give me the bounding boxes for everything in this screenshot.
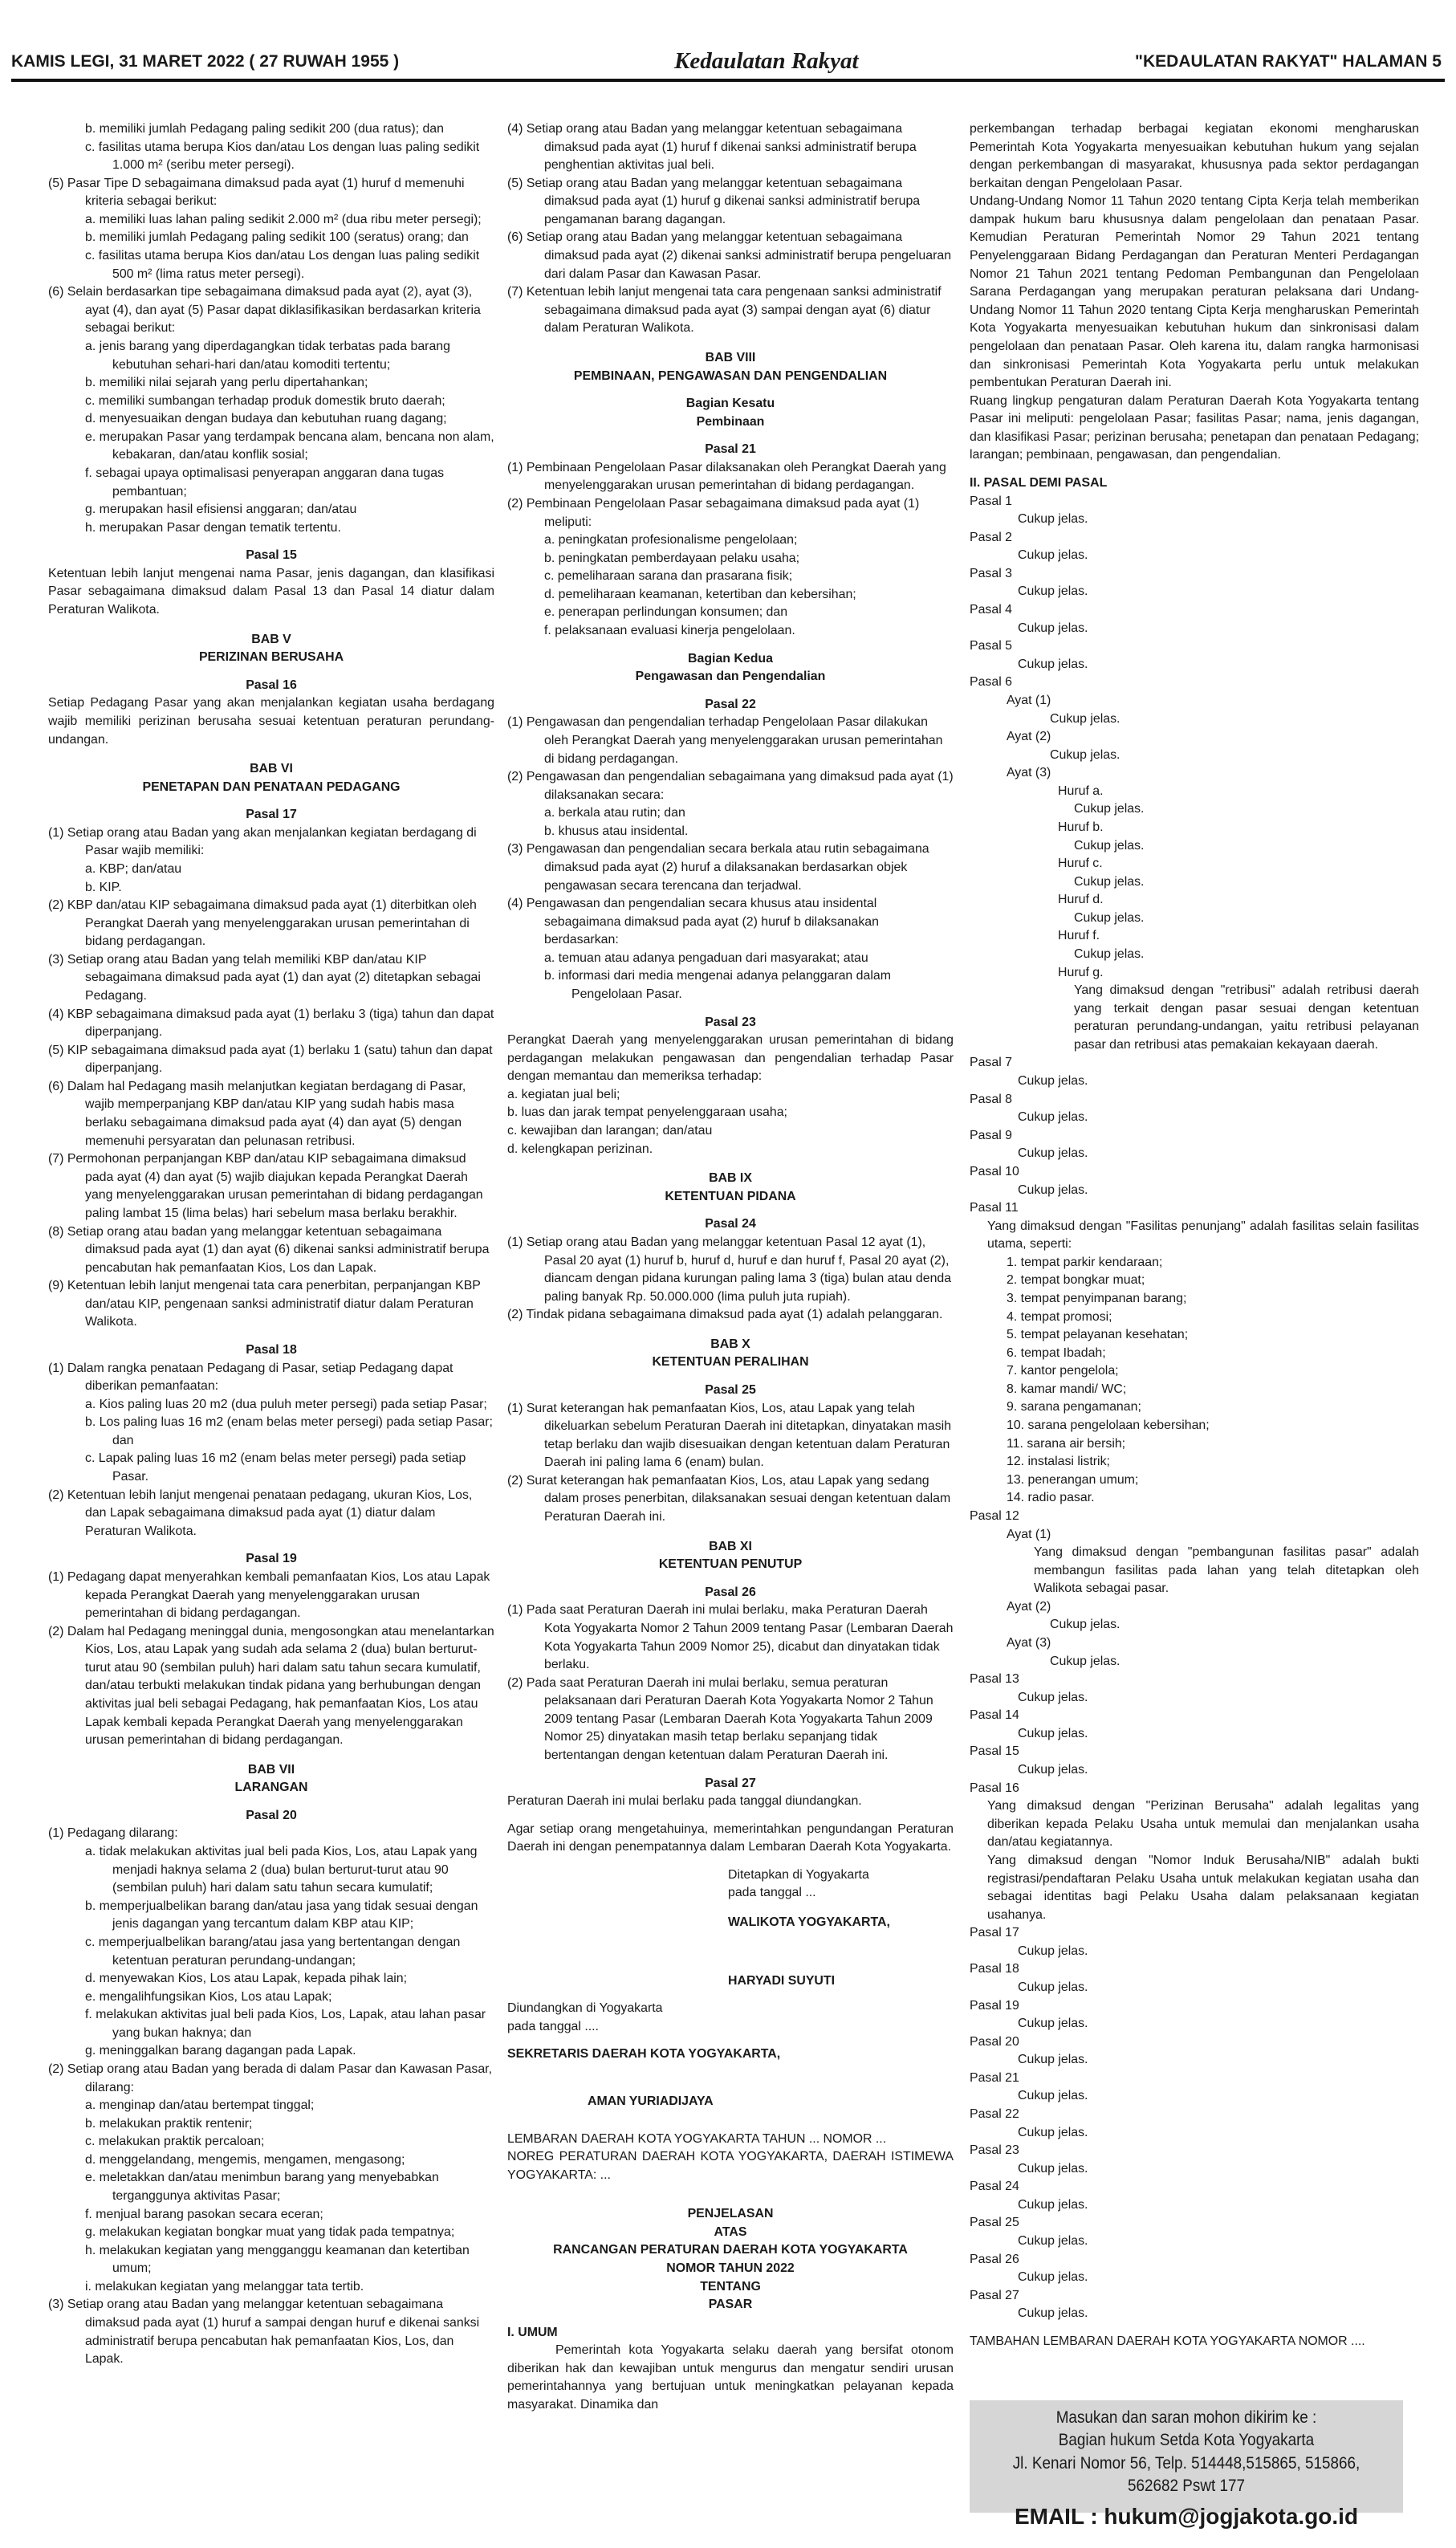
col3-block: Ayat (2): [1007, 730, 1051, 744]
col2-block: [507, 2083, 954, 2093]
col3-block: Pasal 17: [970, 1926, 1019, 1940]
col3-block: Cukup jelas.: [1018, 2270, 1088, 2285]
col1-block: b. melakukan praktik rentenir;: [85, 2116, 253, 2131]
col3-block: 2. tempat bongkar muat;: [1007, 1273, 1145, 1288]
col1-block: (4) KBP sebagaimana dimaksud pada ayat (1) berlaku 3 (tiga) tahun dan dapat diperpanjang.: [48, 1007, 494, 1040]
header-rule: [11, 79, 1445, 82]
col1-block: PERIZINAN BERUSAHA: [198, 650, 344, 665]
col2-block: Perangkat Daerah yang menyelenggarakan urusan pemerintahan di bidang perdagangan melakukan pengawasan dan pengendalian terhadap Pasar dengan memantau dan memeriksa terhadap:: [507, 1033, 954, 1084]
col1-block: d. menyewakan Kios, Los atau Lapak, kepada pihak lain;: [85, 1972, 408, 1986]
col2-block: PASAR: [708, 2298, 753, 2312]
col3-block: Cukup jelas.: [1050, 1618, 1120, 1632]
col1-block: BAB VI: [250, 762, 293, 776]
col1-block: Pasal 16: [246, 678, 297, 692]
col3-block: Yang dimaksud dengan "Perizinan Berusaha" adalah legalitas yang diberikan kepada Pelaku Usaha untuk memulai dan menjalankan usaha dan/atau kegiatannya.: [987, 1799, 1419, 1850]
col2-block: BAB IX: [709, 1171, 752, 1186]
col1-block: Pasal 15: [246, 548, 297, 563]
col1-block: b. memperjualbelikan barang dan/atau jasa yang tidak sesuai dengan jenis dagangan yang tercantum dalam KBP atau KIP;: [85, 1899, 478, 1931]
col1-block: a. jenis barang yang diperdagangkan tidak terbatas pada barang kebutuhan sehari-hari dan/atau komoditi tertentu;: [85, 339, 450, 372]
col3-block: TAMBAHAN LEMBARAN DAERAH KOTA YOGYAKARTA NOMOR ....: [970, 2334, 1365, 2348]
col3-block: 10. sarana pengelolaan kebersihan;: [1007, 1418, 1210, 1433]
col1-block: b. Los paling luas 16 m2 (enam belas meter persegi) pada setiap Pasar; dan: [85, 1415, 493, 1447]
col3-block: 9. sarana pengamanan;: [1007, 1400, 1141, 1414]
col3-block: [970, 2323, 1419, 2333]
col3-block: Cukup jelas.: [1018, 2161, 1088, 2176]
col3-block: Huruf f.: [1058, 929, 1100, 943]
col2-block: Pasal 26: [705, 1585, 756, 1599]
col3-block: [970, 465, 1419, 474]
col2-block: a. berkala atau rutin; dan: [544, 806, 685, 820]
col1-block: (6) Selain berdasarkan tipe sebagaimana dimaksud pada ayat (2), ayat (3), ayat (4), dan ayat (5) Pasar dapat diklasifikasikan berdasarkan kriteria sebagai berikut:: [48, 285, 481, 336]
col2-block: I. UMUM: [507, 2325, 558, 2339]
col1-block: (2) Setiap orang atau Badan yang berada di dalam Pasar dan Kawasan Pasar, dilarang:: [48, 2062, 493, 2094]
col2-block: BAB X: [710, 1337, 750, 1351]
col3-block: Yang dimaksud dengan "pembangunan fasilitas pasar" adalah membangun fasilitas pada lahan yang telah ditetapkan oleh Walikota sebagai pasar.: [1034, 1545, 1419, 1596]
col1-block: f. menjual barang pasokan secara eceran;: [85, 2207, 323, 2221]
col2-block: [507, 2111, 954, 2121]
col1-block: LARANGAN: [234, 1781, 308, 1795]
col1-block: (1) Pedagang dapat menyerahkan kembali pemanfaatan Kios, Los atau Lapak kepada Perangkat Daerah yang menyelenggarakan urusan pemerintahan di bidang perdagangan.: [48, 1569, 490, 1621]
col3-block: Cukup jelas.: [1018, 621, 1088, 635]
col3-block: 1. tempat parkir kendaraan;: [1007, 1255, 1163, 1269]
col2-block: HARYADI SUYUTI: [728, 1973, 836, 1988]
col2-block: [507, 2036, 954, 2045]
col1-block: Setiap Pedagang Pasar yang akan menjalankan kegiatan usaha berdagang wajib memiliki perizinan berusaha sesuai ketentuan peraturan perundang-undangan.: [48, 696, 494, 747]
col3-block: 8. kamar mandi/ WC;: [1007, 1382, 1127, 1396]
col3-block: Pasal 9: [970, 1128, 1013, 1142]
col3-block: Cukup jelas.: [1018, 2017, 1088, 2031]
col2-block: Agar setiap orang mengetahuinya, memerintahkan pengundangan Peraturan Daerah ini dengan penempatannya dalam Lembaran Daerah Kota Yogyakarta.: [507, 1821, 954, 1854]
col3-block: Cukup jelas.: [1018, 2053, 1088, 2067]
col1-block: d. menyesuaikan dengan budaya dan kebutuhan ruang dagang;: [85, 412, 447, 426]
col3-block: Cukup jelas.: [1018, 2197, 1088, 2212]
col1-block: Ketentuan lebih lanjut mengenai nama Pasar, jenis dagangan, dan klasifikasi Pasar sebagaimana dimaksud dalam Pasal 13 dan Pasal 14 diatur dalam Peraturan Walikota.: [48, 566, 494, 617]
col1-block: d. menggelandang, mengemis, mengamen, mengasong;: [85, 2152, 405, 2167]
col3-block: Pasal 19: [970, 1998, 1019, 2013]
col1-block: (9) Ketentuan lebih lanjut mengenai tata cara penerbitan, perpanjangan KBP dan/atau KIP, pengenaan sanksi administratif diatur dalam Peraturan Walikota.: [48, 1279, 481, 1329]
col2-block: Pasal 27: [705, 1776, 756, 1790]
col3-block: Huruf d.: [1058, 893, 1104, 907]
col3-block: Ayat (3): [1007, 766, 1051, 780]
col2-block: (1) Pembinaan Pengelolaan Pasar dilaksanakan oleh Perangkat Daerah yang menyelenggarakan urusan pemerintahan di bidang perdagangan.: [507, 460, 946, 493]
col1-block: a. menginap dan/atau bertempat tinggal;: [85, 2098, 315, 2113]
col1-block: (6) Dalam hal Pedagang masih melanjutkan kegiatan berdagang di Pasar, wajib memperpanjang KBP dan/atau KIP yang sudah habis masa berlaku sebagaimana dimaksud pada ayat (4) dan ayat (5) dengan memenuhi persyaratan dan pelunasan retribusi.: [48, 1079, 466, 1148]
col3-block: Ayat (1): [1007, 1527, 1051, 1541]
col2-block: d. kelengkapan perizinan.: [507, 1142, 653, 1156]
col2-block: KETENTUAN PENUTUP: [658, 1557, 803, 1572]
col3-block: Pasal 1: [970, 494, 1013, 508]
col3-block: Cukup jelas.: [1018, 584, 1088, 599]
col2-block: (3) Pengawasan dan pengendalian secara berkala atau rutin sebagaimana dimaksud pada ayat (2) huruf a dilaksanakan berdasarkan objek pengawasan secara terencana dan terjadwal.: [507, 842, 929, 893]
col2-block: b. khusus atau insidental.: [544, 824, 689, 838]
col2-block: Pasal 23: [705, 1015, 756, 1029]
col3-block: Cukup jelas.: [1018, 1182, 1088, 1197]
col3-block: Cukup jelas.: [1074, 874, 1145, 889]
col1-block: c. Lapak paling luas 16 m2 (enam belas meter persegi) pada setiap Pasar.: [85, 1451, 466, 1484]
col3-block: Undang-Undang Nomor 11 Tahun 2020 tentang Cipta Kerja telah memberikan dampak hukum baru khususnya dalam pengelolaan dan penataan Pasar. Kemudian Peraturan Pemerintah Nomor 29 Tahun 2021 tentang Penyelenggaraan Bidang Perdagangan dan Peraturan Menteri Perdagangan Nomor 21 Tahun 2021 tentang Pedoman Pembangunan dan Pengelolaan Sarana Perdagangan yang merupakan peraturan pelaksana dari Undang-Undang Nomor 11 Tahun 2020 tentang Cipta Kerja mengharuskan Pemerintah Kota Yogyakarta menyesuaikan kebutuhan hukum dan sinkronisasi dalam pengelolaan dan penataan Pasar. Oleh karena itu, dalam rangka harmonisasi dan sinkronisasi Pemerintah Kota Yogyakarta perlu untuk melakukan pembentukan Peraturan Daerah ini.: [970, 194, 1419, 390]
col1-block: c. fasilitas utama berupa Kios dan/atau Los dengan luas paling sedikit 1.000 m² (seribu meter persegi).: [85, 140, 480, 173]
col3-block: Cukup jelas.: [1018, 657, 1088, 671]
col2-block: (5) Setiap orang atau Badan yang melanggar ketentuan sebagaimana dimaksud pada ayat (1) huruf g dikenai sanksi administratif berupa pengamanan barang dagangan.: [507, 176, 921, 226]
col2-block: NOMOR TAHUN 2022: [666, 2261, 795, 2275]
col3-block: 4. tempat promosi;: [1007, 1309, 1112, 1324]
col2-block: (1) Setiap orang atau Badan yang melanggar ketentuan Pasal 12 ayat (1), Pasal 20 ayat (1) huruf b, huruf d, huruf e dan huruf f, Pasal 20 ayat (2), diancam dengan pidana kurungan paling lama 3 (tiga) bulan atau denda paling banyak Rp. 50.000.000 (lima puluh juta rupiah).: [507, 1235, 952, 1304]
feedback-address: Jl. Kenari Nomor 56, Telp. 514448,515865, 515866,: [1012, 2453, 1360, 2473]
col3-block: Pasal 5: [970, 639, 1013, 653]
col3-block: Cukup jelas.: [1018, 2234, 1088, 2249]
feedback-box: [970, 2400, 1403, 2530]
col2-block: Pasal 25: [705, 1383, 756, 1397]
feedback-intro: Masukan dan saran mohon dikirim ke :: [1055, 2408, 1317, 2427]
col2-block: (2) Surat keterangan hak pemanfaatan Kios, Los, atau Lapak yang sedang dalam proses penerbitan, dilaksanakan sesuai dengan ketentuan dalam Peraturan Daerah ini.: [507, 1473, 951, 1524]
col3-block: 6. tempat Ibadah;: [1007, 1345, 1106, 1360]
col1-block: a. memiliki luas lahan paling sedikit 2.000 m² (dua ribu meter persegi);: [85, 212, 482, 226]
col1-block: e. mengalihfungsikan Kios, Los atau Lapak;: [85, 1989, 332, 2004]
col1-block: f. melakukan aktivitas jual beli pada Kios, Los, Lapak, atau lahan pasar yang bukan haknya; dan: [85, 2008, 486, 2040]
col2-block: Pasal 21: [705, 442, 756, 457]
col2-block: WALIKOTA YOGYAKARTA,: [728, 1915, 890, 1930]
col3-block: 5. tempat pelayanan kesehatan;: [1007, 1328, 1189, 1342]
feedback-dept: Bagian hukum Setda Kota Yogyakarta: [1058, 2431, 1315, 2450]
col2-block: a. temuan atau adanya pengaduan dari masyarakat; atau: [544, 950, 868, 965]
col1-block: b. memiliki jumlah Pedagang paling sedikit 200 (dua ratus); dan: [85, 122, 444, 136]
col3-block: Cukup jelas.: [1018, 2125, 1088, 2139]
col3-block: Pasal 14: [970, 1708, 1019, 1723]
col3-block: Yang dimaksud dengan "retribusi" adalah retribusi daerah yang terkait dengan pasar sesuai dengan ketentuan peraturan perundang-undangan, yaitu retribusi pelayanan pasar dan retribusi atas pemakaian kekayaan daerah.: [1074, 983, 1419, 1052]
col3-block: II. PASAL DEMI PASAL: [970, 475, 1108, 490]
col3-block: Pasal 10: [970, 1164, 1019, 1178]
col1-block: b. KIP.: [85, 880, 122, 894]
col2-block: [507, 2121, 954, 2131]
col1-block: i. melakukan kegiatan yang melanggar tata tertib.: [85, 2279, 364, 2294]
col3-block: Cukup jelas.: [1050, 1654, 1120, 1668]
col1-block: (1) Dalam rangka penataan Pedagang di Pasar, setiap Pedagang dapat diberikan pemanfaatan:: [48, 1361, 453, 1394]
col3-block: Cukup jelas.: [1018, 1980, 1088, 1994]
col3-block: 3. tempat penyimpanan barang;: [1007, 1292, 1187, 1305]
col2-block: (2) Pembinaan Pengelolaan Pasar sebagaimana dimaksud pada ayat (1) meliputi:: [507, 496, 920, 529]
col2-block: Pembinaan: [696, 414, 765, 429]
col2-block: (4) Pengawasan dan pengendalian secara khusus atau insidental sebagaimana dimaksud pada ayat (2) huruf b dilaksanakan berdasarkan:: [507, 897, 879, 947]
col2-block: [507, 1942, 954, 1952]
col1-block: (7) Permohonan perpanjangan KBP dan/atau KIP sebagaimana dimaksud pada ayat (4) dan ayat (5) wajib diajukan kepada Perangkat Daerah yang menyelenggarakan urusan pemerintahan di bidang perdagangan paling lambat 15 (lima belas) hari sebelum masa berlaku berakhir.: [48, 1152, 483, 1220]
col3-block: Pasal 11: [970, 1201, 1019, 1215]
col3-block: Pasal 27: [970, 2288, 1019, 2302]
col1-block: (2) Dalam hal Pedagang meninggal dunia, mengosongkan atau menelantarkan Kios, Los, atau Lapak yang sudah ada selama 2 (dua) bulan berturut-turut atau 90 (sembilan puluh) hari dalam satu tahun secara kumulatif, dan/atau terbukti melakukan tindak pidana yang berhubungan dengan aktivitas jual beli sebagai Pedagang, hak pemanfaatan Kios, Los atau Lapak kembali kepada Perangkat Daerah yang menyelenggarakan urusan pemerintahan di bidang perdagangan.: [48, 1624, 494, 1748]
col1-block: h. merupakan Pasar dengan tematik tertentu.: [85, 520, 341, 535]
col3-block: Cukup jelas.: [1074, 802, 1145, 816]
col2-block: [507, 2314, 954, 2324]
col2-block: Pasal 24: [705, 1217, 756, 1231]
col1-block: f. sebagai upaya optimalisasi penyerapan anggaran dana tugas pembantuan;: [85, 466, 445, 499]
col3-block: Cukup jelas.: [1074, 910, 1145, 925]
col2-block: (2) Tindak pidana sebagaimana dimaksud pada ayat (1) adalah pelanggaran.: [507, 1308, 943, 1322]
col2-block: (4) Setiap orang atau Badan yang melanggar ketentuan sebagaimana dimaksud pada ayat (1) huruf f dikenai sanksi administratif berupa penghentian aktivitas jual beli.: [507, 122, 917, 173]
page-header: [0, 0, 1456, 120]
col1-block: c. fasilitas utama berupa Kios dan/atau Los dengan luas paling sedikit 500 m² (lima ratus meter persegi).: [85, 249, 480, 281]
col3-block: Cukup jelas.: [1018, 1110, 1088, 1125]
col3-block: Cukup jelas.: [1018, 1146, 1088, 1161]
col2-block: BAB XI: [709, 1539, 752, 1553]
col3-block: perkembangan terhadap berbagai kegiatan ekonomi mengharuskan Pemerintah Kota Yogyakarta menyesuaikan kebutuhan hukum yang sejalan dengan perkembangan di masyarakat, khususnya pada sektor perdagangan berkaitan dengan Pengelolaan Pasar.: [970, 122, 1419, 190]
col3-block: Pasal 16: [970, 1781, 1019, 1795]
col1-block: c. memiliki sumbangan terhadap produk domestik bruto daerah;: [85, 393, 445, 408]
col1-block: h. melakukan kegiatan yang mengganggu keamanan dan ketertiban umum;: [85, 2243, 470, 2276]
col1-block: (5) Pasar Tipe D sebagaimana dimaksud pada ayat (1) huruf d memenuhi kriteria sebagai berikut:: [48, 176, 465, 209]
col1-block: e. merupakan Pasar yang terdampak bencana alam, bencana non alam, kebakaran, dan/atau konflik sosial;: [85, 429, 494, 462]
col2-block: a. kegiatan jual beli;: [507, 1087, 620, 1101]
col2-block: f. pelaksanaan evaluasi kinerja pengelolaan.: [544, 624, 795, 638]
col1-block: BAB VII: [247, 1762, 295, 1777]
col3-block: Ayat (1): [1007, 693, 1051, 707]
col2-block: [507, 1811, 954, 1821]
col2-block: KETENTUAN PIDANA: [665, 1189, 796, 1203]
col2-block: Pemerintah kota Yogyakarta selaku daerah yang bersifat otonom diberikan hak dan kewajiban untuk mengurus dan mengatur sendiri urusan pemerintahannya yang bertujuan untuk meningkatkan pelayanan kepada masyarakat. Dinamika dan: [507, 2343, 954, 2412]
col3-block: Pasal 25: [970, 2216, 1019, 2230]
col1-block: (3) Setiap orang atau Badan yang melanggar ketentuan sebagaimana dimaksud pada ayat (1) huruf a sampai dengan huruf e dikenai sanksi administratif berupa pencabutan hak pemanfaatan Kios, Los, dan Lapak.: [48, 2298, 480, 2367]
col1-block: g. merupakan hasil efisiensi anggaran; dan/atau: [85, 503, 357, 517]
col3-block: Pasal 12: [970, 1508, 1019, 1523]
col1-block: Pasal 20: [246, 1808, 297, 1822]
col3-block: Huruf g.: [1058, 965, 1104, 979]
col2-block: b. luas dan jarak tempat penyelenggaraan usaha;: [507, 1105, 787, 1120]
col2-block: pada tanggal ...: [728, 1886, 816, 1900]
page-label: "KEDAULATAN RAKYAT" HALAMAN 5: [1135, 52, 1442, 71]
col2-block: BAB VIII: [705, 350, 756, 364]
col1-block: e. meletakkan dan/atau menimbun barang yang menyebabkan terganggunya aktivitas Pasar;: [85, 2171, 439, 2204]
col2-block: a. peningkatan profesionalisme pengelolaan;: [544, 533, 798, 547]
col3-block: Pasal 4: [970, 603, 1013, 617]
col3-block: Pasal 23: [970, 2143, 1019, 2158]
col3-block: Cukup jelas.: [1050, 747, 1120, 762]
col3-block: 7. kantor pengelola;: [1007, 1364, 1119, 1378]
col2-block: ATAS: [714, 2224, 747, 2239]
col2-block: b. peningkatan pemberdayaan pelaku usaha;: [544, 551, 800, 565]
col2-block: Bagian Kedua: [688, 651, 773, 665]
col3-block: Pasal 2: [970, 530, 1013, 544]
col3-block: Cukup jelas.: [1074, 838, 1145, 853]
col1-block: c. memperjualbelikan barang/atau jasa yang bertentangan dengan ketentuan peraturan perundang-undangan;: [85, 1935, 461, 1968]
col2-block: LEMBARAN DAERAH KOTA YOGYAKARTA TAHUN ... NOMOR ...: [507, 2131, 887, 2146]
col1-block: b. memiliki jumlah Pedagang paling sedikit 100 (seratus) orang; dan: [85, 230, 469, 245]
col2-block: c. pemeliharaan sarana dan prasarana fisik;: [544, 569, 793, 584]
col1-block: (1) Setiap orang atau Badan yang akan menjalankan kegiatan berdagang di Pasar wajib memiliki:: [48, 825, 477, 858]
col3-block: 13. penerangan umum;: [1007, 1472, 1139, 1487]
col3-block: Cukup jelas.: [1050, 711, 1120, 726]
col2-block: [507, 1990, 954, 2000]
col1-block: g. meninggalkan barang dagangan pada Lapak.: [85, 2044, 356, 2058]
col2-block: Peraturan Daerah ini mulai berlaku pada tanggal diundangkan.: [507, 1794, 862, 1809]
col1-block: b. memiliki nilai sejarah yang perlu dipertahankan;: [85, 376, 368, 390]
col2-block: (2) Pengawasan dan pengendalian sebagaimana yang dimaksud pada ayat (1) dilaksanakan secara:: [507, 770, 954, 802]
col3-block: Ayat (2): [1007, 1599, 1051, 1614]
col2-block: Diundangkan di Yogyakarta: [507, 2001, 663, 2016]
col3-block: Pasal 18: [970, 1962, 1019, 1976]
col3-block: Cukup jelas.: [1018, 512, 1088, 527]
masthead-logo: Kedaulatan Rakyat: [674, 48, 859, 74]
col3-block: Cukup jelas.: [1018, 1690, 1088, 1704]
col1-block: (5) KIP sebagaimana dimaksud pada ayat (1) berlaku 1 (satu) tahun dan dapat diperpanjang.: [48, 1043, 493, 1076]
col3-block: Pasal 21: [970, 2070, 1019, 2085]
col3-block: Cukup jelas.: [1074, 947, 1145, 962]
col3-block: Cukup jelas.: [1018, 548, 1088, 563]
col1-block: BAB V: [251, 632, 291, 646]
col1-block: PENETAPAN DAN PENATAAN PEDAGANG: [142, 779, 401, 794]
col1-block: Pasal 19: [246, 1552, 297, 1566]
col1-block: Pasal 17: [246, 808, 297, 822]
col3-block: Ruang lingkup pengaturan dalam Peraturan Daerah Kota Yogyakarta tentang Pasar ini meliputi: pengelolaan Pasar; fasilitas Pasar; nama, jenis dagangan, dan klasifikasi Pasar; perizinan berusaha; penetapan dan penataan Pedagang; larangan; pembinaan, pengawasan, dan pengendalian.: [970, 393, 1419, 462]
col3-block: Cukup jelas.: [1018, 1726, 1088, 1740]
col1-block: (3) Setiap orang atau Badan yang telah memiliki KBP dan/atau KIP sebagaimana dimaksud pada ayat (1) dan ayat (2) ditetapkan sebagai Pedagang.: [48, 952, 481, 1003]
col3-block: Pasal 3: [970, 566, 1013, 580]
col2-block: [507, 2074, 954, 2083]
col3-block: Huruf c.: [1058, 857, 1103, 871]
col3-block: Pasal 20: [970, 2034, 1019, 2049]
col3-block: Yang dimaksud dengan "Nomor Induk Berusaha/NIB" adalah bukti registrasi/pendaftaran Pelaku Usaha untuk melakukan kegiatan usaha dan sebagai identitas bagi Pelaku Usaha dalam pelaksanaan kegiatan usahanya.: [987, 1853, 1419, 1922]
column-1: [48, 120, 494, 2529]
col2-block: (6) Setiap orang atau Badan yang melanggar ketentuan sebagaimana dimaksud pada ayat (2) dikenai sanksi administratif berupa pengeluaran dari dalam Pasar dan Kawasan Pasar.: [507, 230, 952, 281]
col2-block: Pengawasan dan Pengendalian: [635, 670, 826, 684]
col2-block: Bagian Kesatu: [685, 397, 775, 411]
col2-block: RANCANGAN PERATURAN DAERAH KOTA YOGYAKARTA: [553, 2243, 908, 2257]
col2-block: TENTANG: [700, 2279, 761, 2294]
col2-block: KETENTUAN PERALIHAN: [652, 1355, 809, 1370]
col3-block: Cukup jelas.: [1018, 1763, 1088, 1777]
col2-block: [507, 2064, 954, 2074]
col1-block: a. KBP; dan/atau: [85, 861, 182, 876]
col3-block: Pasal 6: [970, 675, 1013, 690]
col3-block: Cukup jelas.: [1018, 1944, 1088, 1958]
col3-block: Cukup jelas.: [1018, 2306, 1088, 2321]
col3-block: 11. sarana air bersih;: [1007, 1436, 1126, 1451]
col2-block: [507, 1857, 954, 1866]
col3-block: Pasal 24: [970, 2180, 1019, 2194]
col3-block: Cukup jelas.: [1018, 2089, 1088, 2103]
col3-block: Huruf b.: [1058, 820, 1104, 834]
col1-block: (1) Pedagang dilarang:: [48, 1826, 178, 1841]
col3-block: Yang dimaksud dengan "Fasilitas penunjang" adalah fasilitas selain fasilitas utama, seperti:: [987, 1219, 1419, 1252]
col2-block: [507, 2184, 954, 2194]
col3-block: Pasal 8: [970, 1092, 1013, 1106]
col2-block: pada tanggal ....: [507, 2019, 599, 2033]
col2-block: Ditetapkan di Yogyakarta: [728, 1867, 869, 1882]
column-3: [970, 120, 1419, 2529]
feedback-email[interactable]: EMAIL : hukum@jogjakota.go.id: [1014, 2504, 1359, 2530]
col3-block: Pasal 26: [970, 2252, 1019, 2266]
col2-block: e. penerapan perlindungan konsumen; dan: [544, 605, 788, 620]
col3-block: Cukup jelas.: [1018, 1074, 1088, 1089]
col3-block: 14. radio pasar.: [1007, 1491, 1095, 1505]
col2-block: c. kewajiban dan larangan; dan/atau: [507, 1124, 713, 1138]
col1-block: (8) Setiap orang atau badan yang melanggar ketentuan sebagaimana dimaksud pada ayat (1) dan ayat (6) dikenai sanksi administratif berupa pencabutan hak pemanfaatan Kios, Los dan Lapak.: [48, 1224, 490, 1275]
col2-block: b. informasi dari media mengenai adanya pelanggaran dalam Pengelolaan Pasar.: [544, 969, 891, 1002]
col2-block: d. pemeliharaan keamanan, ketertiban dan kebersihan;: [544, 587, 856, 601]
col1-block: (2) Ketentuan lebih lanjut mengenai penataan pedagang, ukuran Kios, Los, dan Lapak sebagaimana dimaksud pada ayat (1) diatur dalam Peraturan Walikota.: [48, 1488, 473, 1538]
col2-block: PENJELASAN: [687, 2207, 774, 2221]
col2-block: (2) Pada saat Peraturan Daerah ini mulai berlaku, semua peraturan pelaksanaan dari Peraturan Daerah Kota Yogyakarta Nomor 2 Tahun 2009 tentang Pasar (Lembaran Daerah Kota Yogyakarta Tahun 2009 Nomor 25) dinyatakan masih tetap berlaku sepanjang tidak bertentangan dengan ketentuan dalam Peraturan Daerah ini.: [507, 1675, 933, 1762]
col2-block: Pasal 22: [705, 697, 756, 711]
column-2: [507, 120, 954, 2529]
col3-block: Pasal 7: [970, 1056, 1013, 1070]
col1-block: c. melakukan praktik percaloan;: [85, 2135, 265, 2149]
col1-block: a. Kios paling luas 20 m2 (dua puluh meter persegi) pada setiap Pasar;: [85, 1397, 487, 1411]
col3-block: 12. instalasi listrik;: [1007, 1455, 1110, 1469]
col1-block: a. tidak melakukan aktivitas jual beli pada Kios, Los, atau Lapak yang menjadi haknya selama 2 (dua) bulan berturut-turut atau 90 (sembilan puluh) hari dalam satu tahun secara kumulatif;: [85, 1845, 478, 1895]
col2-block: AMAN YURIADIJAYA: [588, 2094, 714, 2108]
col2-block: (1) Pada saat Peraturan Daerah ini mulai berlaku, maka Peraturan Daerah Kota Yogyakarta Nomor 2 Tahun 2009 tentang Pasar (Lembaran Daerah Kota Yogyakarta Tahun 2009 Nomor 25), dicabut dan dinyatakan tidak berlaku.: [507, 1603, 954, 1672]
col2-block: [507, 1952, 954, 1961]
col2-block: [507, 1932, 954, 1942]
col3-block: Huruf a.: [1058, 784, 1104, 798]
col2-block: (1) Pengawasan dan pengendalian terhadap Pengelolaan Pasar dilakukan oleh Perangkat Daerah yang menyelenggarakan urusan pemerintahan di bidang perdagangan.: [507, 715, 943, 766]
col2-block: PEMBINAAN, PENGAWASAN DAN PENGENDALIAN: [573, 368, 888, 383]
col3-block: Pasal 13: [970, 1672, 1019, 1687]
col2-block: NOREG PERATURAN DAERAH KOTA YOGYAKARTA, DAERAH ISTIMEWA YOGYAKARTA: ...: [507, 2150, 954, 2182]
col1-block: g. melakukan kegiatan bongkar muat yang tidak pada tempatnya;: [85, 2225, 455, 2240]
col1-block: (2) KBP dan/atau KIP sebagaimana dimaksud pada ayat (1) diterbitkan oleh Perangkat Daerah yang menyelenggarakan urusan pemerintahan di bidang perdagangan.: [48, 898, 477, 949]
col3-block: Ayat (3): [1007, 1635, 1051, 1650]
col2-block: (7) Ketentuan lebih lanjut mengenai tata cara pengenaan sanksi administratif sebagaimana dimaksud pada ayat (3) sampai dengan ayat (6) diatur dalam Peraturan Walikota.: [507, 285, 942, 336]
col2-block: SEKRETARIS DAERAH KOTA YOGYAKARTA,: [507, 2047, 781, 2062]
col3-block: Pasal 15: [970, 1744, 1019, 1759]
col3-block: Pasal 22: [970, 2107, 1019, 2122]
col1-block: Pasal 18: [246, 1343, 297, 1357]
issue-date: KAMIS LEGI, 31 MARET 2022 ( 27 RUWAH 1955 ): [11, 52, 400, 71]
feedback-phone: 562682 Pswt 177: [1127, 2477, 1246, 2496]
col2-block: (1) Surat keterangan hak pemanfaatan Kios, Los, atau Lapak yang telah dikeluarkan sebelum Peraturan Daerah ini ditetapkan, dinyatakan masih tetap berlaku dan wajib disesuaikan dengan ketentuan dalam Peraturan Daerah ini paling lama 6 (enam) bulan.: [507, 1401, 952, 1470]
